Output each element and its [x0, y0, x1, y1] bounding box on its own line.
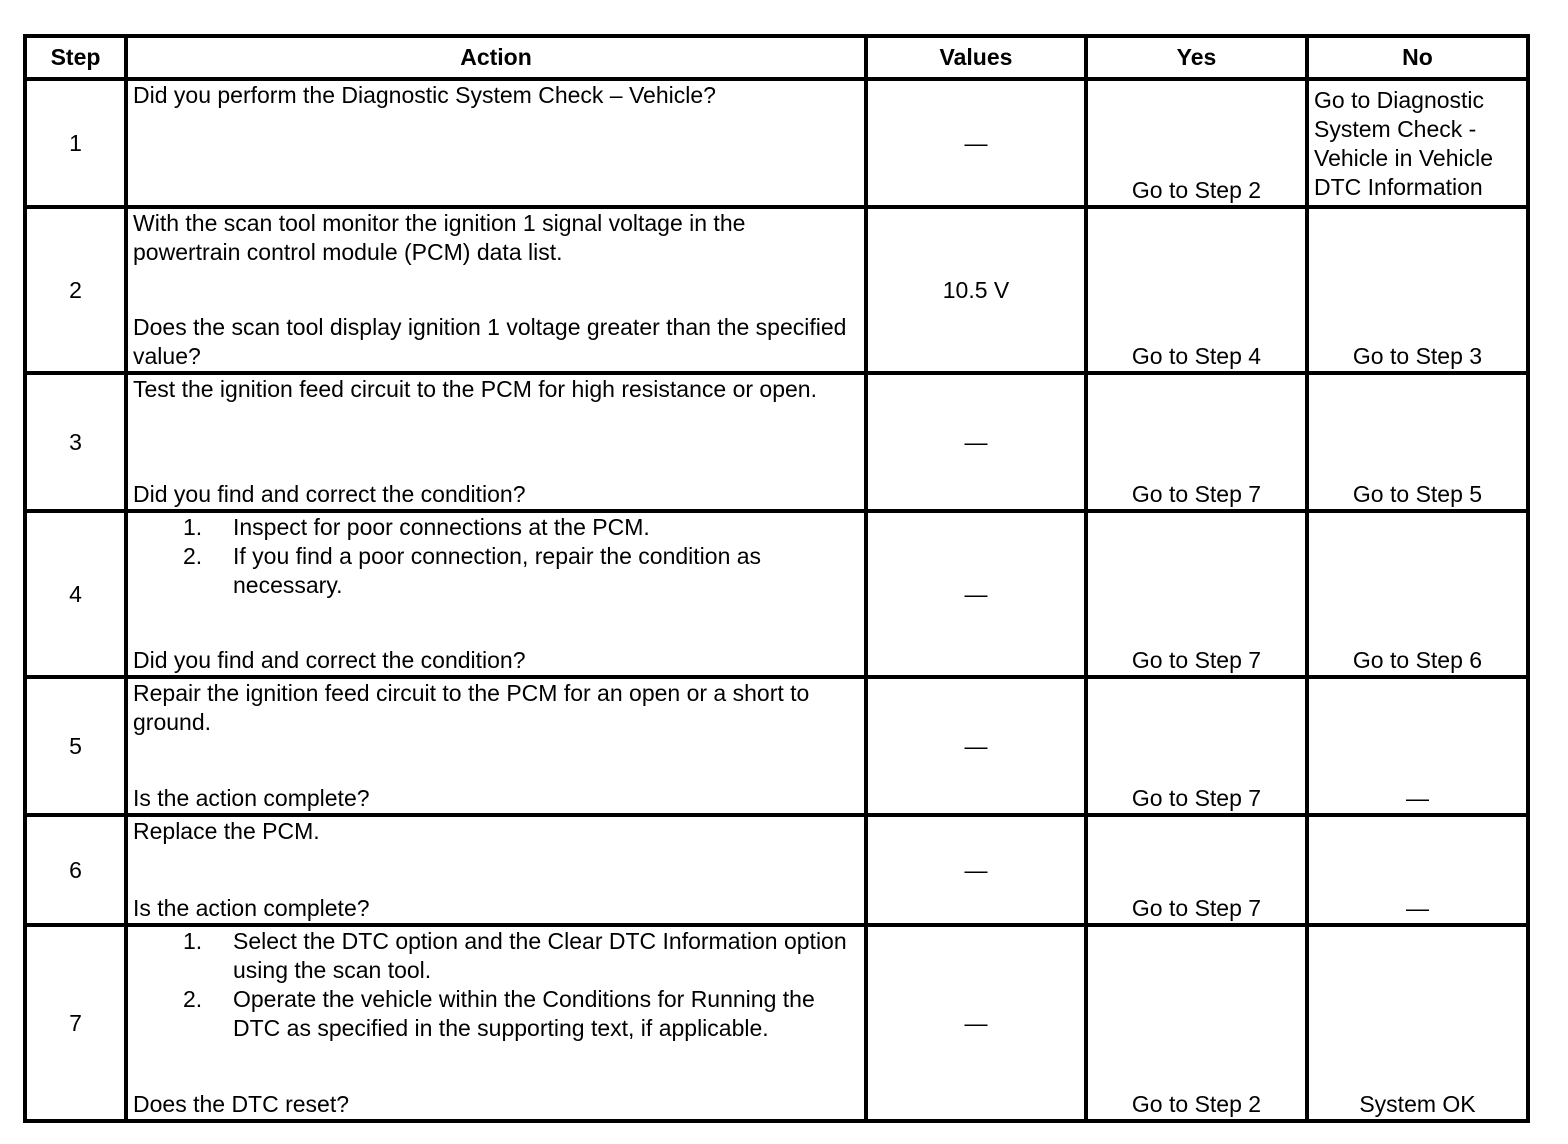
yes-cell: Go to Step 4	[1086, 207, 1307, 373]
header-no: No	[1307, 36, 1528, 79]
list-item-number: 2.	[183, 543, 203, 569]
value-cell: —	[866, 925, 1086, 1121]
yes-cell: Go to Step 2	[1086, 925, 1307, 1121]
yes-cell: Go to Step 2	[1086, 79, 1307, 207]
action-list	[133, 513, 859, 600]
action-text: Repair the ignition feed circuit to the PCM for an open or a short to ground.	[133, 680, 810, 735]
action-question: Is the action complete?	[133, 895, 370, 921]
header-action: Action	[126, 36, 866, 79]
list-item-text: If you find a poor connection, repair the condition as necessary.	[233, 543, 762, 598]
no-cell: Go to Step 5	[1307, 373, 1528, 511]
yes-cell: Go to Step 7	[1086, 815, 1307, 925]
action-cell	[126, 677, 866, 815]
list-item	[183, 985, 859, 1043]
no-cell: —	[1307, 677, 1528, 815]
no-cell: System OK	[1307, 925, 1528, 1121]
value-cell: —	[866, 677, 1086, 815]
header-step: Step	[25, 36, 126, 79]
table-row	[25, 207, 1528, 373]
header-values: Values	[866, 36, 1086, 79]
action-cell	[126, 79, 866, 207]
step-number: 1	[25, 79, 126, 207]
list-item-text: Select the DTC option and the Clear DTC Information option using the scan tool.	[233, 928, 847, 983]
list-item-number: 1.	[183, 514, 203, 540]
no-cell: Go to Step 3	[1307, 207, 1528, 373]
action-question: Is the action complete?	[133, 785, 370, 811]
value-cell: —	[866, 511, 1086, 677]
list-item	[183, 513, 859, 542]
action-text: Did you perform the Diagnostic System Check – Vehicle?	[133, 82, 716, 108]
action-question: Did you find and correct the condition?	[133, 647, 526, 673]
step-number: 7	[25, 925, 126, 1121]
action-question: Did you find and correct the condition?	[133, 481, 526, 507]
action-cell	[126, 925, 866, 1121]
action-question: Does the scan tool display ignition 1 voltage greater than the specified value?	[133, 314, 847, 369]
action-text: Replace the PCM.	[133, 818, 320, 844]
value-cell: 10.5 V	[866, 207, 1086, 373]
yes-cell: Go to Step 7	[1086, 511, 1307, 677]
no-cell: —	[1307, 815, 1528, 925]
action-list	[133, 927, 859, 1043]
no-cell: Go to Step 6	[1307, 511, 1528, 677]
action-cell	[126, 815, 866, 925]
table-row	[25, 925, 1528, 1121]
action-question: Does the DTC reset?	[133, 1091, 350, 1117]
header-row	[25, 36, 1528, 79]
action-cell	[126, 373, 866, 511]
list-item	[183, 542, 859, 600]
step-number: 2	[25, 207, 126, 373]
yes-cell: Go to Step 7	[1086, 373, 1307, 511]
list-item-text: Operate the vehicle within the Conditions for Running the DTC as specified in the supporting text, if applicable.	[233, 986, 815, 1041]
table-row	[25, 815, 1528, 925]
step-number: 3	[25, 373, 126, 511]
diagnostic-table	[23, 34, 1530, 1123]
action-text: With the scan tool monitor the ignition 1 signal voltage in the powertrain control module (PCM) data list.	[133, 210, 746, 265]
table-row	[25, 79, 1528, 207]
header-yes: Yes	[1086, 36, 1307, 79]
step-number: 5	[25, 677, 126, 815]
list-item-text: Inspect for poor connections at the PCM.	[233, 514, 650, 540]
value-cell: —	[866, 373, 1086, 511]
yes-cell: Go to Step 7	[1086, 677, 1307, 815]
list-item-number: 2.	[183, 986, 203, 1012]
step-number: 6	[25, 815, 126, 925]
list-item-number: 1.	[183, 928, 203, 954]
no-cell: Go to Diagnostic System Check - Vehicle in Vehicle DTC Information	[1307, 79, 1528, 207]
action-text: Test the ignition feed circuit to the PCM for high resistance or open.	[133, 376, 817, 402]
table-row	[25, 511, 1528, 677]
value-cell: —	[866, 79, 1086, 207]
table-row	[25, 373, 1528, 511]
step-number: 4	[25, 511, 126, 677]
value-cell: —	[866, 815, 1086, 925]
list-item	[183, 927, 859, 985]
action-cell	[126, 207, 866, 373]
action-cell	[126, 511, 866, 677]
table-row	[25, 677, 1528, 815]
